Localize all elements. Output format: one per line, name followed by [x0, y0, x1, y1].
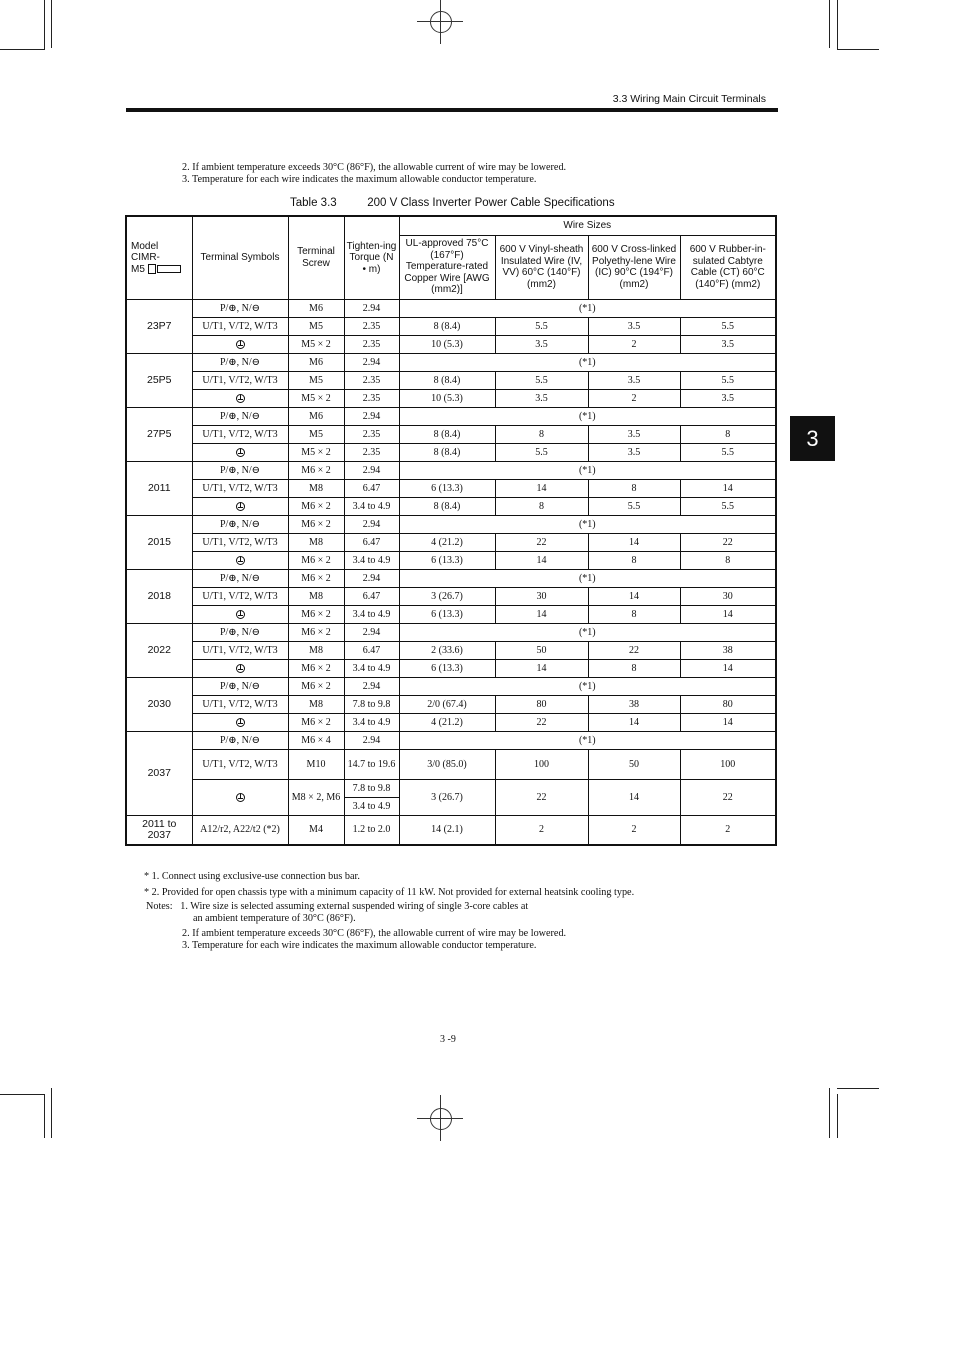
terminal-symbol-cell: P/⊕, N/⊖ — [192, 731, 288, 749]
crop-mark — [837, 1094, 838, 1138]
screw-cell: M5 × 2 — [288, 443, 344, 461]
table-row — [126, 731, 776, 749]
torque-cell: 3.4 to 4.9 — [344, 797, 399, 815]
ic-wire-cell: 38 — [588, 695, 680, 713]
terminal-symbol-cell — [192, 713, 288, 731]
crop-mark — [837, 0, 838, 50]
torque-cell: 6.47 — [344, 641, 399, 659]
screw-cell: M8 — [288, 695, 344, 713]
table-row — [126, 533, 776, 551]
ground-icon — [236, 340, 245, 349]
note-2: 2. If ambient temperature exceeds 30°C (86°F), the allowable current of wire may be lowered. — [182, 928, 567, 939]
model-cell: 2022 — [126, 623, 192, 677]
ul-wire-cell: 8 (8.4) — [399, 425, 495, 443]
ct-wire-cell: 8 — [680, 551, 776, 569]
ic-wire-cell: 50 — [588, 749, 680, 779]
ct-wire-cell: 3.5 — [680, 389, 776, 407]
torque-cell: 2.35 — [344, 317, 399, 335]
torque-cell: 2.35 — [344, 371, 399, 389]
top-note-2: 2. If ambient temperature exceeds 30°C (86°F), the allowable current of wire may be lowered. — [182, 162, 567, 173]
table-row — [126, 659, 776, 677]
cable-spec-table — [125, 215, 777, 846]
ic-wire-cell: 2 — [588, 389, 680, 407]
table-caption — [290, 197, 615, 209]
ul-wire-cell: 3/0 (85.0) — [399, 749, 495, 779]
model-cell: 2011 — [126, 461, 192, 515]
screw-cell: M5 × 2 — [288, 335, 344, 353]
torque-cell: 3.4 to 4.9 — [344, 659, 399, 677]
ic-wire-cell: 22 — [588, 641, 680, 659]
vinyl-wire-cell: 50 — [495, 641, 588, 659]
torque-cell: 3.4 to 4.9 — [344, 713, 399, 731]
ct-wire-cell: 30 — [680, 587, 776, 605]
table-row — [126, 479, 776, 497]
crop-mark — [51, 0, 52, 48]
torque-cell: 1.2 to 2.0 — [344, 815, 399, 845]
footnote-1: * 1. Connect using exclusive-use connection bus bar. — [144, 871, 360, 882]
ground-icon — [236, 556, 245, 565]
terminal-symbol-cell: U/T1, V/T2, W/T3 — [192, 749, 288, 779]
screw-cell: M6 — [288, 299, 344, 317]
ct-wire-cell: 5.5 — [680, 443, 776, 461]
vinyl-wire-cell: 3.5 — [495, 335, 588, 353]
terminal-symbol-cell — [192, 389, 288, 407]
ct-wire-cell: 2 — [680, 815, 776, 845]
vinyl-wire-cell: 22 — [495, 779, 588, 815]
ct-wire-cell: 100 — [680, 749, 776, 779]
screw-cell: M6 × 2 — [288, 677, 344, 695]
ul-wire-cell: 6 (13.3) — [399, 605, 495, 623]
screw-cell: M6 × 2 — [288, 497, 344, 515]
table-row — [126, 623, 776, 641]
header-rule — [126, 108, 778, 112]
torque-cell: 3.4 to 4.9 — [344, 497, 399, 515]
screw-cell: M8 — [288, 641, 344, 659]
terminal-symbol-cell — [192, 659, 288, 677]
ul-wire-cell: 10 (5.3) — [399, 335, 495, 353]
ct-wire-cell: 3.5 — [680, 335, 776, 353]
ct-wire-cell: 14 — [680, 479, 776, 497]
ic-wire-cell: 3.5 — [588, 371, 680, 389]
vinyl-wire-cell: 14 — [495, 479, 588, 497]
screw-cell: M5 — [288, 371, 344, 389]
ic-wire-cell: 14 — [588, 533, 680, 551]
ct-wire-cell: 22 — [680, 533, 776, 551]
ic-wire-cell: 14 — [588, 713, 680, 731]
screw-cell: M5 — [288, 425, 344, 443]
table-row — [126, 587, 776, 605]
model-cell: 2015 — [126, 515, 192, 569]
crop-mark — [837, 1088, 879, 1089]
ic-wire-cell: 2 — [588, 815, 680, 845]
table-row — [126, 677, 776, 695]
screw-cell: M5 — [288, 317, 344, 335]
ground-icon — [236, 793, 245, 802]
torque-cell: 14.7 to 19.6 — [344, 749, 399, 779]
torque-cell: 2.35 — [344, 335, 399, 353]
torque-cell: 2.94 — [344, 461, 399, 479]
torque-cell: 6.47 — [344, 533, 399, 551]
ul-wire-cell: 2/0 (67.4) — [399, 695, 495, 713]
crop-mark — [829, 1088, 830, 1138]
table-row — [126, 569, 776, 587]
ul-wire-cell: 14 (2.1) — [399, 815, 495, 845]
ct-wire-cell: 5.5 — [680, 371, 776, 389]
screw-cell: M6 × 2 — [288, 605, 344, 623]
ic-wire-cell: 3.5 — [588, 443, 680, 461]
ground-icon — [236, 502, 245, 511]
model-cell: 2011 to 2037 — [126, 815, 192, 845]
screw-cell: M6 × 2 — [288, 551, 344, 569]
torque-cell: 7.8 to 9.8 — [344, 695, 399, 713]
screw-cell: M10 — [288, 749, 344, 779]
screw-cell: M5 × 2 — [288, 389, 344, 407]
registration-mark — [425, 6, 455, 36]
ul-wire-cell: 4 (21.2) — [399, 533, 495, 551]
table-row — [126, 641, 776, 659]
torque-cell: 2.35 — [344, 389, 399, 407]
vinyl-wire-cell: 5.5 — [495, 371, 588, 389]
crop-mark — [51, 1088, 52, 1138]
ic-wire-cell: 3.5 — [588, 317, 680, 335]
vinyl-wire-cell: 2 — [495, 815, 588, 845]
crop-mark — [0, 49, 44, 50]
torque-cell: 6.47 — [344, 587, 399, 605]
ic-wire-cell: 8 — [588, 479, 680, 497]
ul-wire-cell: 10 (5.3) — [399, 389, 495, 407]
terminal-symbol-cell: U/T1, V/T2, W/T3 — [192, 317, 288, 335]
ul-wire-cell: 8 (8.4) — [399, 443, 495, 461]
ground-icon — [236, 448, 245, 457]
note-3: 3. Temperature for each wire indicates the maximum allowable conductor temperature. — [182, 940, 537, 951]
torque-cell: 2.94 — [344, 515, 399, 533]
wire-size-span-cell: (*1) — [399, 299, 776, 317]
wire-size-span-cell: (*1) — [399, 731, 776, 749]
ct-wire-cell: 14 — [680, 659, 776, 677]
terminal-symbol-cell: U/T1, V/T2, W/T3 — [192, 479, 288, 497]
table-row — [126, 695, 776, 713]
table-number: Table 3.3 — [290, 197, 337, 209]
table-row — [126, 317, 776, 335]
terminal-symbol-cell: P/⊕, N/⊖ — [192, 461, 288, 479]
table-row — [126, 749, 776, 779]
vinyl-wire-cell: 22 — [495, 713, 588, 731]
terminal-symbol-cell: P/⊕, N/⊖ — [192, 353, 288, 371]
terminal-symbol-cell — [192, 443, 288, 461]
header-ul: UL-approved 75°C (167°F) Temperature-rated Copper Wire [AWG (mm2)] — [399, 235, 495, 299]
screw-cell: M8 × 2, M6 — [288, 779, 344, 815]
vinyl-wire-cell: 22 — [495, 533, 588, 551]
screw-cell: M6 — [288, 407, 344, 425]
table-row — [126, 443, 776, 461]
terminal-symbol-cell: A12/r2, A22/t2 (*2) — [192, 815, 288, 845]
crop-mark — [44, 1094, 45, 1138]
header-terminal-screw: Terminal Screw — [288, 216, 344, 299]
wire-size-span-cell: (*1) — [399, 353, 776, 371]
running-header: 3.3 Wiring Main Circuit Terminals — [612, 93, 766, 105]
screw-cell: M6 — [288, 353, 344, 371]
ic-wire-cell: 14 — [588, 779, 680, 815]
header-vinyl: 600 V Vinyl-sheath Insulated Wire (IV, VV) 60°C (140°F) (mm2) — [495, 235, 588, 299]
table-row — [126, 461, 776, 479]
model-cell: 25P5 — [126, 353, 192, 407]
screw-cell: M6 × 2 — [288, 659, 344, 677]
page-number: 3 -9 — [440, 1034, 456, 1045]
terminal-symbol-cell — [192, 335, 288, 353]
wire-size-span-cell: (*1) — [399, 461, 776, 479]
ic-wire-cell: 14 — [588, 587, 680, 605]
ct-wire-cell: 14 — [680, 605, 776, 623]
torque-cell: 2.94 — [344, 731, 399, 749]
footnote-2: * 2. Provided for open chassis type with a minimum capacity of 11 kW. Not provided for external heatsink cooling type. — [144, 887, 635, 898]
terminal-symbol-cell: P/⊕, N/⊖ — [192, 677, 288, 695]
screw-cell: M6 × 2 — [288, 713, 344, 731]
wire-size-span-cell: (*1) — [399, 407, 776, 425]
table-row — [126, 407, 776, 425]
terminal-symbol-cell: U/T1, V/T2, W/T3 — [192, 533, 288, 551]
screw-cell: M6 × 2 — [288, 515, 344, 533]
table-row — [126, 713, 776, 731]
screw-cell: M8 — [288, 587, 344, 605]
ul-wire-cell: 4 (21.2) — [399, 713, 495, 731]
wire-size-span-cell: (*1) — [399, 623, 776, 641]
torque-cell: 2.94 — [344, 353, 399, 371]
crop-mark — [829, 0, 830, 48]
ct-wire-cell: 22 — [680, 779, 776, 815]
terminal-symbol-cell: P/⊕, N/⊖ — [192, 623, 288, 641]
crop-mark — [0, 1094, 44, 1095]
crop-mark — [837, 49, 879, 50]
torque-cell: 2.94 — [344, 569, 399, 587]
screw-cell: M6 × 2 — [288, 569, 344, 587]
model-cell: 2030 — [126, 677, 192, 731]
ground-icon — [236, 664, 245, 673]
ul-wire-cell: 3 (26.7) — [399, 587, 495, 605]
model-cell: 27P5 — [126, 407, 192, 461]
vinyl-wire-cell: 14 — [495, 659, 588, 677]
wire-size-span-cell: (*1) — [399, 677, 776, 695]
note-1-cont: an ambient temperature of 30°C (86°F). — [193, 913, 356, 924]
table-row — [126, 551, 776, 569]
vinyl-wire-cell: 14 — [495, 551, 588, 569]
torque-cell: 6.47 — [344, 479, 399, 497]
torque-cell: 2.35 — [344, 425, 399, 443]
ground-icon — [236, 718, 245, 727]
ul-wire-cell: 8 (8.4) — [399, 497, 495, 515]
table-row — [126, 353, 776, 371]
terminal-symbol-cell: P/⊕, N/⊖ — [192, 515, 288, 533]
registration-mark — [425, 1103, 455, 1133]
ic-wire-cell: 8 — [588, 659, 680, 677]
table-row — [126, 497, 776, 515]
header-torque: Tighten-ing Torque (N • m) — [344, 216, 399, 299]
ct-wire-cell: 5.5 — [680, 317, 776, 335]
table-row — [126, 425, 776, 443]
table-row — [126, 335, 776, 353]
vinyl-wire-cell: 100 — [495, 749, 588, 779]
vinyl-wire-cell: 14 — [495, 605, 588, 623]
torque-cell: 3.4 to 4.9 — [344, 551, 399, 569]
ul-wire-cell: 6 (13.3) — [399, 659, 495, 677]
vinyl-wire-cell: 80 — [495, 695, 588, 713]
terminal-symbol-cell: P/⊕, N/⊖ — [192, 407, 288, 425]
model-cell: 2018 — [126, 569, 192, 623]
header-ct: 600 V Rubber-in-sulated Cabtyre Cable (CT) 60°C (140°F) (mm2) — [680, 235, 776, 299]
screw-cell: M8 — [288, 479, 344, 497]
ul-wire-cell: 8 (8.4) — [399, 371, 495, 389]
crop-mark — [44, 0, 45, 50]
ic-wire-cell: 2 — [588, 335, 680, 353]
vinyl-wire-cell: 5.5 — [495, 443, 588, 461]
vinyl-wire-cell: 8 — [495, 425, 588, 443]
ul-wire-cell: 6 (13.3) — [399, 551, 495, 569]
terminal-symbol-cell: U/T1, V/T2, W/T3 — [192, 425, 288, 443]
ground-icon — [236, 610, 245, 619]
ct-wire-cell: 14 — [680, 713, 776, 731]
terminal-symbol-cell: U/T1, V/T2, W/T3 — [192, 695, 288, 713]
table-row — [126, 299, 776, 317]
torque-cell: 2.35 — [344, 443, 399, 461]
ct-wire-cell: 80 — [680, 695, 776, 713]
screw-cell: M8 — [288, 533, 344, 551]
vinyl-wire-cell: 3.5 — [495, 389, 588, 407]
ul-wire-cell: 2 (33.6) — [399, 641, 495, 659]
ic-wire-cell: 3.5 — [588, 425, 680, 443]
wire-size-span-cell: (*1) — [399, 515, 776, 533]
ul-wire-cell: 3 (26.7) — [399, 779, 495, 815]
header-wire-sizes: Wire Sizes — [399, 216, 776, 235]
screw-cell: M6 × 2 — [288, 623, 344, 641]
terminal-symbol-cell — [192, 779, 288, 815]
torque-cell: 2.94 — [344, 299, 399, 317]
torque-cell: 2.94 — [344, 407, 399, 425]
table-row — [126, 371, 776, 389]
ground-icon — [236, 394, 245, 403]
screw-cell: M4 — [288, 815, 344, 845]
wire-size-span-cell: (*1) — [399, 569, 776, 587]
ct-wire-cell: 5.5 — [680, 497, 776, 515]
torque-cell: 2.94 — [344, 623, 399, 641]
terminal-symbol-cell: U/T1, V/T2, W/T3 — [192, 371, 288, 389]
vinyl-wire-cell: 30 — [495, 587, 588, 605]
table-title: 200 V Class Inverter Power Cable Specifications — [367, 197, 615, 209]
model-cell: 23P7 — [126, 299, 192, 353]
torque-cell: 7.8 to 9.8 — [344, 779, 399, 797]
terminal-symbol-cell — [192, 497, 288, 515]
chapter-tab: 3 — [790, 416, 835, 461]
ct-wire-cell: 38 — [680, 641, 776, 659]
ic-wire-cell: 8 — [588, 551, 680, 569]
table-row — [126, 779, 776, 797]
table-row — [126, 815, 776, 845]
ic-wire-cell: 5.5 — [588, 497, 680, 515]
table-row — [126, 515, 776, 533]
top-note-3: 3. Temperature for each wire indicates the maximum allowable conductor temperature. — [182, 174, 537, 185]
screw-cell: M6 × 2 — [288, 461, 344, 479]
terminal-symbol-cell: P/⊕, N/⊖ — [192, 569, 288, 587]
ct-wire-cell: 8 — [680, 425, 776, 443]
torque-cell: 2.94 — [344, 677, 399, 695]
terminal-symbol-cell: P/⊕, N/⊖ — [192, 299, 288, 317]
header-ic: 600 V Cross-linked Polyethy-lene Wire (IC) 90°C (194°F) (mm2) — [588, 235, 680, 299]
ul-wire-cell: 8 (8.4) — [399, 317, 495, 335]
ic-wire-cell: 8 — [588, 605, 680, 623]
vinyl-wire-cell: 8 — [495, 497, 588, 515]
ul-wire-cell: 6 (13.3) — [399, 479, 495, 497]
vinyl-wire-cell: 5.5 — [495, 317, 588, 335]
screw-cell: M6 × 4 — [288, 731, 344, 749]
terminal-symbol-cell — [192, 605, 288, 623]
header-terminal-symbols: Terminal Symbols — [192, 216, 288, 299]
table-row — [126, 605, 776, 623]
torque-cell: 3.4 to 4.9 — [344, 605, 399, 623]
note-1: Notes: 1. Wire size is selected assuming external suspended wiring of single 3-core cables at — [146, 901, 529, 912]
header-model: Model CIMR- M5 — [126, 216, 192, 299]
model-cell: 2037 — [126, 731, 192, 815]
table-row — [126, 389, 776, 407]
terminal-symbol-cell: U/T1, V/T2, W/T3 — [192, 587, 288, 605]
terminal-symbol-cell — [192, 551, 288, 569]
terminal-symbol-cell: U/T1, V/T2, W/T3 — [192, 641, 288, 659]
